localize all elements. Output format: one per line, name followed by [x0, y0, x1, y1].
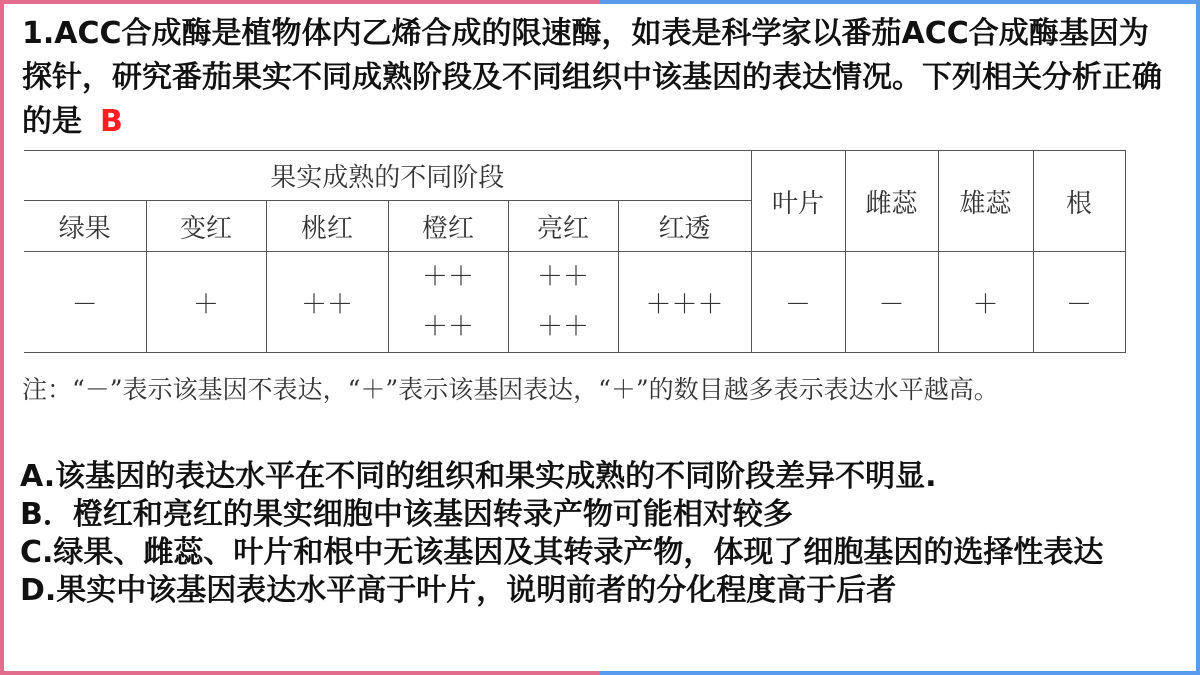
value-orange-line1: ＋＋: [421, 262, 474, 292]
stage-header-red-ripe: 红透: [618, 201, 751, 252]
tissue-header-pistil: 雌蕊: [845, 151, 938, 252]
expression-table: [24, 150, 1126, 353]
answer-label: B: [100, 104, 123, 139]
stage-group-header: 果实成熟的不同阶段: [24, 151, 751, 201]
value-pink: ＋＋: [266, 252, 388, 353]
question-text: 1.ACC合成酶是植物体内乙烯合成的限速酶，如表是科学家以番茄ACC合成酶基因为探针，研究番茄果实不同成熟阶段及不同组织中该基因的表达情况。下列相关分析正确的是: [22, 16, 1162, 139]
stage-header-pink: 桃红: [266, 201, 388, 252]
tissue-header-stamen: 雄蕊: [938, 151, 1033, 252]
stage-header-orange: 橙红: [388, 201, 508, 252]
value-green: －: [24, 252, 146, 353]
value-leaf: －: [751, 252, 845, 353]
value-pistil: －: [845, 252, 938, 353]
value-red-ripe: ＋＋＋: [618, 252, 751, 353]
stage-header-turning: 变红: [146, 201, 266, 252]
option-d[interactable]: D.果实中该基因表达水平高于叶片，说明前者的分化程度高于后者: [20, 573, 897, 608]
option-c[interactable]: C.绿果、雌蕊、叶片和根中无该基因及其转录产物，体现了细胞基因的选择性表达: [20, 535, 1104, 570]
value-bright-red-line2: ＋＋: [536, 312, 589, 342]
table-note: 注：“－”表示该基因不表达，“＋”表示该基因表达，“＋”的数目越多表示表达水平越高。: [22, 375, 999, 404]
stage-header-green: 绿果: [24, 201, 146, 252]
value-root: －: [1033, 252, 1125, 353]
answer-options: [20, 458, 1180, 610]
tissue-header-leaf: 叶片: [751, 151, 845, 252]
value-bright-red-line1: ＋＋: [536, 262, 589, 292]
stage-header-bright-red: 亮红: [508, 201, 618, 252]
option-a[interactable]: A.该基因的表达水平在不同的组织和果实成熟的不同阶段差异不明显.: [20, 459, 937, 494]
option-b[interactable]: B．橙红和亮红的果实细胞中该基因转录产物可能相对较多: [20, 497, 793, 532]
value-bright-red: [508, 252, 618, 353]
value-orange-line2: ＋＋: [421, 312, 474, 342]
tissue-header-root: 根: [1033, 151, 1125, 252]
value-turning: ＋: [146, 252, 266, 353]
value-orange: [388, 252, 508, 353]
value-stamen: ＋: [938, 252, 1033, 353]
question-stem: [22, 12, 1172, 144]
